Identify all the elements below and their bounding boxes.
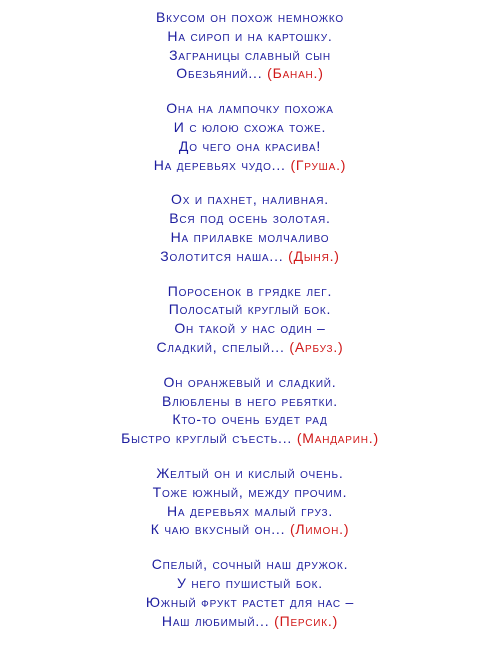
poem-line — [0, 118, 500, 137]
poem-line — [0, 429, 500, 448]
poem-line — [0, 190, 500, 209]
poem-line-text: Полосатый круглый бок. — [168, 301, 332, 318]
poem-line — [0, 156, 500, 175]
poem-line-text: Он оранжевый и сладкий. — [163, 373, 337, 390]
poem-line — [0, 483, 500, 502]
riddle-answer: (Дыня.) — [288, 247, 340, 264]
poem-line — [0, 338, 500, 357]
poem-line — [0, 137, 500, 156]
poem-line — [0, 410, 500, 429]
poem-line-text: Желтый он и кислый очень. — [156, 464, 344, 481]
poem-line — [0, 392, 500, 411]
poem-line — [0, 300, 500, 319]
poem-line — [0, 520, 500, 539]
riddle-stanza — [0, 190, 500, 265]
riddle-stanza — [0, 99, 500, 174]
poem-line — [0, 247, 500, 266]
riddle-answer: (Банан.) — [267, 65, 324, 82]
poem-line — [0, 502, 500, 521]
riddle-answer: (Арбуз.) — [289, 338, 344, 355]
poem-line — [0, 282, 500, 301]
poem-line-text: Кто-то очень будет рад — [172, 411, 328, 428]
riddle-stanza — [0, 464, 500, 539]
poem-line — [0, 209, 500, 228]
poem-line — [0, 319, 500, 338]
poem-line-text: Сладкий, спелый... — [156, 338, 285, 355]
poem-line — [0, 64, 500, 83]
poem-line-text: Он такой у нас один – — [174, 320, 326, 337]
poem-line-text: Спелый, сочный наш дружок. — [151, 556, 349, 573]
poem-line-text: Поросенок в грядке лег. — [167, 282, 333, 299]
poem-line-text: К чаю вкусный он... — [150, 521, 286, 538]
poem-line-text: Наш любимый... — [161, 612, 270, 629]
poem-line — [0, 99, 500, 118]
riddle-stanza — [0, 282, 500, 357]
poem-line-text: Быстро круглый съесть... — [121, 430, 293, 447]
riddle-answer: (Мандарин.) — [296, 430, 379, 447]
poem-line — [0, 593, 500, 612]
poem-line-text: На деревьях малый груз. — [166, 502, 334, 519]
poem-line-text: Вкусом он похож немножко — [156, 9, 344, 25]
riddle-stanza — [0, 555, 500, 630]
poem-line — [0, 8, 500, 27]
poem-line-text: Она на лампочку похожа — [166, 100, 334, 117]
poem-line — [0, 27, 500, 46]
riddle-answer: (Персик.) — [274, 612, 339, 629]
poem-line — [0, 228, 500, 247]
poem-line-text: До чего она красива! — [178, 137, 322, 154]
poem-line — [0, 464, 500, 483]
poem-line-text: Тоже южный, между прочим. — [152, 483, 348, 500]
poem-line-text: Влюблены в него ребятки. — [162, 392, 338, 409]
poem-line-text: Золотится наша... — [160, 247, 284, 264]
poem-line — [0, 373, 500, 392]
riddle-answer: (Груша.) — [290, 156, 347, 173]
poem-line — [0, 46, 500, 65]
riddle-stanza — [0, 8, 500, 83]
poem-line — [0, 574, 500, 593]
poem-line-text: На сироп и на картошку. — [167, 27, 333, 44]
poem-line-text: На прилавке молчаливо — [170, 228, 330, 245]
poem-line-text: Заграницы славный сын — [169, 46, 331, 63]
riddles-poem — [0, 8, 500, 646]
poem-line-text: Обезьяний... — [176, 65, 263, 82]
poem-line-text: Южный фрукт растет для нас – — [145, 593, 355, 610]
poem-line-text: Ох и пахнет, наливная. — [171, 191, 329, 208]
poem-line-text: На деревьях чудо... — [153, 156, 286, 173]
riddle-stanza — [0, 373, 500, 448]
poem-line-text: Вся под осень золотая. — [169, 210, 331, 227]
poem-line-text: И с юлою схожа тоже. — [173, 118, 327, 135]
riddle-answer: (Лимон.) — [289, 521, 350, 538]
poem-line — [0, 612, 500, 631]
poem-line-text: У него пушистый бок. — [177, 574, 323, 591]
